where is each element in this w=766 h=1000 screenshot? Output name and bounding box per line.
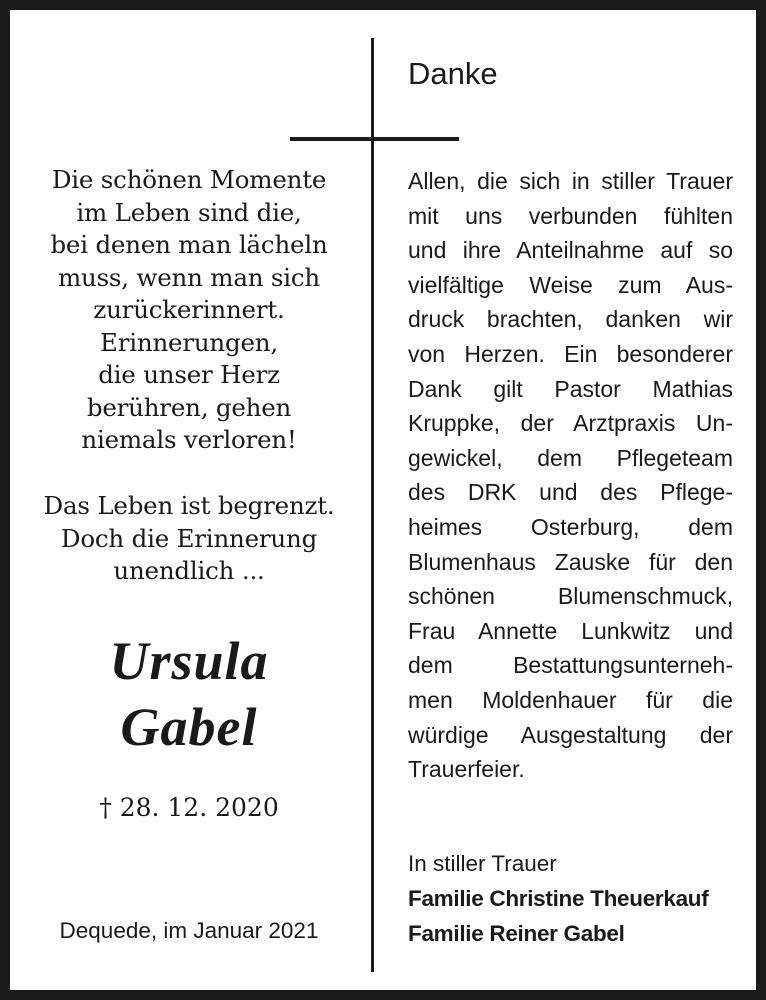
cross-horizontal-bar [290, 137, 459, 141]
thanks-line: Frau Annette Lunkwitz und [408, 617, 733, 644]
thanks-line: schönen Blumenschmuck, [408, 583, 733, 610]
thanks-line: heimes Osterburg, dem [408, 513, 733, 540]
poem-line: Die schönen Momente [51, 165, 327, 194]
poem-line: Doch die Erinnerung [60, 523, 318, 553]
thanks-line: Allen, die sich in stiller Trauer [408, 168, 733, 194]
poem-line: im Leben sind die, [76, 197, 302, 227]
poem-line: niemals verloren! [81, 425, 297, 454]
deceased-first-name: Ursula [109, 631, 269, 691]
place-and-date: Dequede, im Januar 2021 [59, 918, 319, 943]
thanks-line: Trauerfeier. [408, 756, 525, 783]
family-name: Familie Christine Theuerkauf [408, 886, 709, 911]
deceased-name [24, 628, 354, 760]
thanks-line: mit uns verbunden fühlten [408, 202, 733, 229]
thanks-line: und ihre Anteilnahme auf so [408, 237, 733, 264]
thanks-line: würdige Ausgestaltung der [408, 721, 733, 748]
thanks-line: Blumenhaus Zauske für den [408, 548, 733, 575]
poem-line: berühren, gehen [86, 392, 292, 422]
poem-line: bei denen man lächeln [50, 230, 328, 259]
thanks-heading: Danke [408, 56, 498, 91]
poem-line: zurückerinnert. [93, 295, 285, 324]
thanks-line: Kruppke, der Arztpraxis Un- [408, 410, 733, 437]
family-name: Familie Reiner Gabel [408, 921, 625, 946]
deceased-last-name: Gabel [120, 697, 258, 757]
thanks-line: vielfältige Weise zum Aus- [408, 271, 733, 298]
thanks-line: gewickel, dem Pflegeteam [408, 444, 733, 471]
poem-line: unendlich ... [113, 556, 265, 585]
poem-stanza-2 [24, 490, 354, 588]
poem-stanza-1 [24, 164, 354, 457]
obituary-card [10, 10, 756, 990]
thanks-line: druck brachten, danken wir [408, 306, 733, 333]
poem-line: Erinnerungen, [100, 327, 278, 357]
cross-vertical-bar [371, 38, 374, 972]
thanks-line: dem Bestattungsunterneh- [408, 652, 733, 679]
thanks-line: men Moldenhauer für die [408, 686, 733, 713]
poem-line: die unser Herz [98, 360, 280, 389]
signature-intro: In stiller Trauer [408, 851, 557, 876]
death-date: † 28. 12. 2020 [99, 793, 279, 822]
thanks-line: von Herzen. Ein besonderer [408, 340, 733, 367]
signature-block [408, 846, 733, 951]
thanks-text [408, 164, 733, 787]
thanks-line: Dank gilt Pastor Mathias [408, 375, 733, 402]
poem-line: Das Leben ist begrenzt. [43, 491, 335, 520]
thanks-line: des DRK und des Pflege- [408, 479, 733, 506]
poem-line: muss, wenn man sich [57, 262, 321, 292]
